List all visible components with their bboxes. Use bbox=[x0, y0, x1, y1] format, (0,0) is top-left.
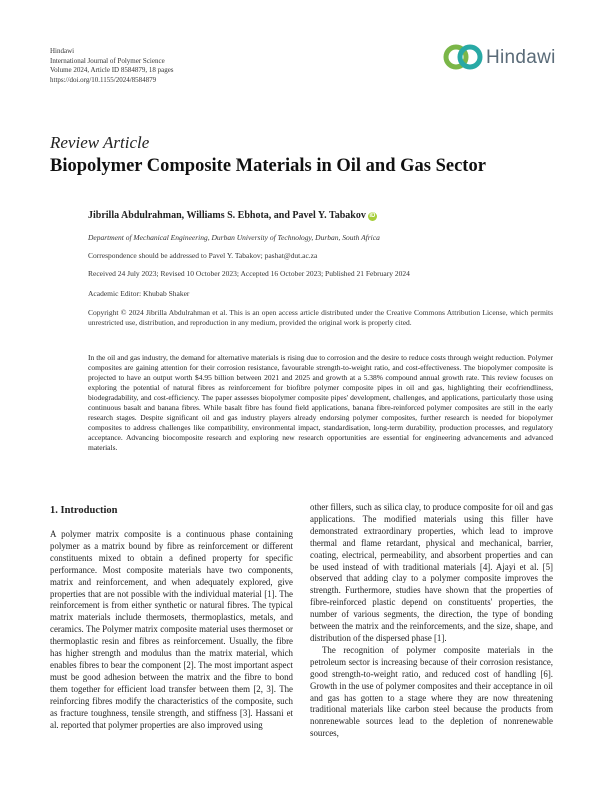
author-list bbox=[88, 210, 377, 221]
orcid-icon[interactable]: iD bbox=[369, 213, 376, 219]
intro-paragraph-1: A polymer matrix composite is a continuous phase containing polymer as a matrix bound by fibre as reinforcement or different constituents mixed to obtain a defined property for specific performance. Most composite materials have two components, matrix and reinforcement, and when adequately explored, give properties that are not possible with the individual material [1]. The reinforcement is from either synthetic or natural fibres. The typical matrix materials include thermosets, thermoplastics, metals, and ceramics. The Polymer matrix composite material uses thermoset or thermoplastic resin and fibres as reinforcement. Usually, the fibre has higher strength and modulus than the matrix material, which enables fibres to bear the component [2]. The most important aspect must be good adhesion between the matrix and the fibre to bond them together for efficient load transfer between them [2, 3]. The reinforcing fibres modify the characteristics of the composite, such as fracture toughness, tensile strength, and stiffness [3]. Hassani et al. reported that polymer properties are also improved using bbox=[50, 529, 293, 730]
correspondence: Correspondence should be addressed to Pavel Y. Tabakov; pashat@dut.ac.za bbox=[88, 251, 318, 260]
academic-editor: Academic Editor: Khubab Shaker bbox=[88, 289, 190, 298]
intro-paragraph-3: The recognition of polymer composite materials in the petroleum sector is increasing because of their corrosion resistance, good strength-to-weight ratio, and reduced cost of handling [6]. Growth in the use of polymer composites and their acceptance in oil and gas has gotten to a stage where they are now threatening traditional materials like carbon steel because the products from nonrenewable sources lead to the depletion of nonrenewable sources, bbox=[310, 644, 553, 739]
doi-link[interactable]: https://doi.org/10.1155/2024/8584879 bbox=[50, 75, 157, 84]
journal-name: International Journal of Polymer Science bbox=[50, 56, 165, 65]
hindawi-logo[interactable] bbox=[442, 38, 554, 76]
article-type: Review Article bbox=[50, 133, 150, 152]
abstract: In the oil and gas industry, the demand for alternative materials is rising due to corrosion and the desire to reduce costs through weight reduction. Polymer composites are gaining attention for their corrosion resistance, favourable strength-to-weight ratio, and cost-effectiveness. The biopolymer composite is projected to have an output worth $4.95 billion between 2021 and 2025 and growth at a 5.38% compound annual growth rate. This review focuses on exploring the potential of natural fibres as reinforcement for biofibre polymer composite pipes in oil and gas, highlighting their ecofriendliness, biodegradability, and cost-efficiency. The paper assesses biopolymer composite pipes' development, challenges, and applications, particularly those using continuous basalt and banana fibres. While basalt fibre has found field applications, banana fibre-reinforced polymer composites are still in the early research stages. Despite significant oil and gas industry players already endorsing polymer composites, further research is needed for biopolymer composites to address challenges like compatibility, environmental impact, standardisation, long-term durability, production processes, and regulatory acceptance. Advancing biocomposite research and exploring new research opportunities are essential for engineering advancements and advanced materials. bbox=[88, 353, 553, 452]
hindawi-logo-text: Hindawi bbox=[486, 47, 556, 68]
volume-info: Volume 2024, Article ID 8584879, 18 pages bbox=[50, 66, 174, 74]
affiliation: Department of Mechanical Engineering, Durban University of Technology, Durban, South Africa bbox=[88, 233, 380, 242]
section-title-introduction: 1. Introduction bbox=[50, 505, 118, 516]
intro-paragraph-2: other fillers, such as silica clay, to produce composite for oil and gas applications. The modified materials using this filler have demonstrated extraordinary properties, which lead to improve thermal and flame retardant, physical and mechanical, barrier, coating, electrical, permeability, and absorbent properties and can be used instead of with traditional materials [4]. Ajayi et al. [5] observed that adding clay to a polymer composite improves the strength. Furthermore, studies have shown that the properties of fibre-reinforced plastic depend on constituents' properties, the number of various segments, the direction, the type of bonding between the matrix and the reinforcements, and the size, shape, and distribution of the dispersed phase [1]. bbox=[310, 502, 553, 643]
copyright-notice: Copyright © 2024 Jibrilla Abdulrahman et al. This is an open access article distributed under the Creative Commons Attribution License, which permits unrestricted use, distribution, and reproduction in any medium, provided the original work is properly cited. bbox=[88, 308, 553, 327]
hindawi-logo-icon bbox=[442, 38, 486, 76]
body-column-left bbox=[50, 529, 293, 731]
body-column-right bbox=[310, 502, 553, 740]
publisher-name: Hindawi bbox=[50, 47, 75, 55]
authors-text: Jibrilla Abdulrahman, Williams S. Ebhota, and Pavel Y. Tabakov bbox=[88, 210, 366, 221]
publication-dates: Received 24 July 2023; Revised 10 October 2023; Accepted 16 October 2023; Published 21 February 2024 bbox=[88, 269, 410, 278]
journal-meta bbox=[50, 47, 174, 85]
article-title: Biopolymer Composite Materials in Oil and Gas Sector bbox=[50, 156, 486, 176]
